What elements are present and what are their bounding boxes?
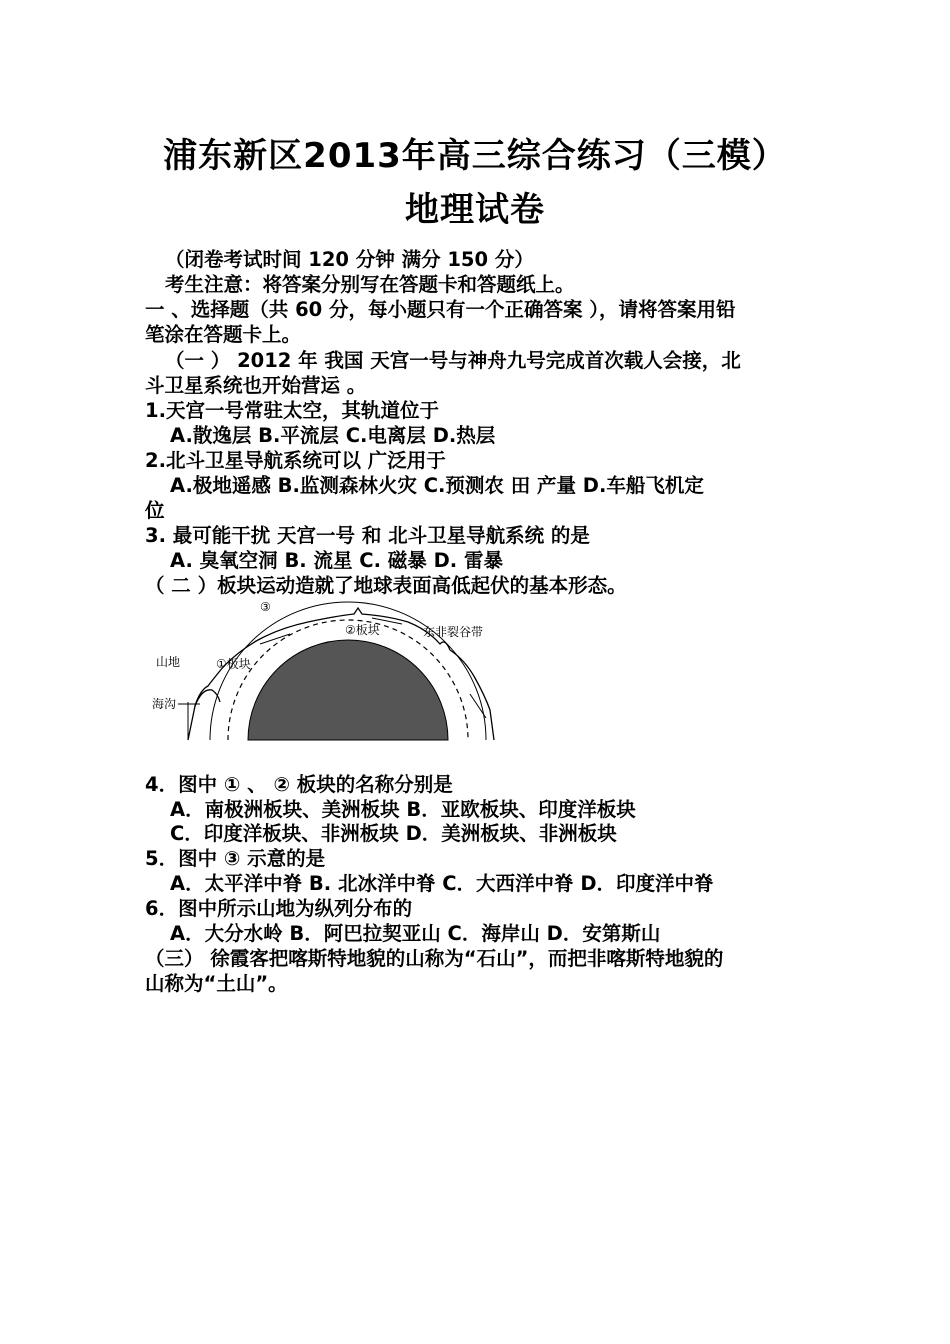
question-4-options: A．南极洲板块、美洲板块 B．亚欧板块、印度洋板块 [170, 798, 636, 821]
arrow-rift [470, 694, 486, 718]
question-4: 4．图中 ① 、 ② 板块的名称分别是 [145, 773, 453, 796]
group3-stem: （三） 徐霞客把喀斯特地貌的山称为“石山”，而把非喀斯特地貌的 [145, 947, 724, 970]
plate-diagram [140, 598, 500, 748]
group2-stem: （ 二 ）板块运动造就了地球表面高低起伏的基本形态。 [145, 574, 627, 597]
page-subtitle: 地理试卷 [405, 190, 545, 230]
group1-stem-cont: 斗卫星系统也开始营运 。 [145, 374, 367, 397]
question-4-options-cont: C．印度洋板块、非洲板块 D．美洲板块、非洲板块 [170, 822, 617, 845]
exam-info: （闭卷考试时间 120 分钟 满分 150 分） [165, 248, 534, 271]
group1-stem: （一 ） 2012 年 我国 天宫一号与神舟九号完成首次载人会接，北 [165, 349, 741, 372]
question-5: 5．图中 ③ 示意的是 [145, 847, 326, 870]
label-plate1: ①板块 [216, 657, 251, 671]
label-mark3: ③ [260, 600, 271, 614]
question-1: 1.天宫一号常驻太空，其轨道位于 [145, 399, 439, 422]
question-5-options: A．太平洋中脊 B. 北冰洋中脊 C．大西洋中脊 D．印度洋中脊 [170, 872, 714, 895]
question-2-options-cont: 位 [145, 499, 165, 522]
label-trench: 海沟 [152, 697, 177, 711]
earth-core [248, 640, 448, 740]
section-heading: 一 、选择题（共 60 分，每小题只有一个正确答案 ），请将答案用铅 [145, 298, 736, 321]
section-heading-cont: 笔涂在答题卡上。 [145, 323, 302, 346]
group3-stem-cont: 山称为“土山”。 [145, 972, 288, 995]
question-3-options: A. 臭氧空洞 B. 流星 C. 磁暴 D. 雷暴 [170, 549, 503, 572]
label-plate2: ②板块 [345, 623, 380, 637]
question-6: 6．图中所示山地为纵列分布的 [145, 897, 413, 920]
arrow-plate1 [260, 634, 290, 644]
label-mountain: 山地 [156, 655, 181, 669]
question-2-options: A.极地遥感 B.监测森林火灾 C.预测农 田 产量 D.车船飞机定 [170, 474, 704, 497]
question-1-options: A.散逸层 B.平流层 C.电离层 D.热层 [170, 424, 496, 447]
question-2: 2.北斗卫星导航系统可以 广泛用于 [145, 449, 446, 472]
exam-notice: 考生注意：将答案分别写在答题卡和答题纸上。 [165, 273, 575, 296]
label-rift: 东非裂谷带 [423, 625, 484, 639]
question-3: 3. 最可能干扰 天宫一号 和 北斗卫星导航系统 的是 [145, 524, 590, 547]
page-title: 浦东新区2013年高三综合练习（三模） [163, 136, 787, 176]
question-6-options: A．大分水岭 B．阿巴拉契亚山 C．海岸山 D．安第斯山 [170, 922, 661, 945]
